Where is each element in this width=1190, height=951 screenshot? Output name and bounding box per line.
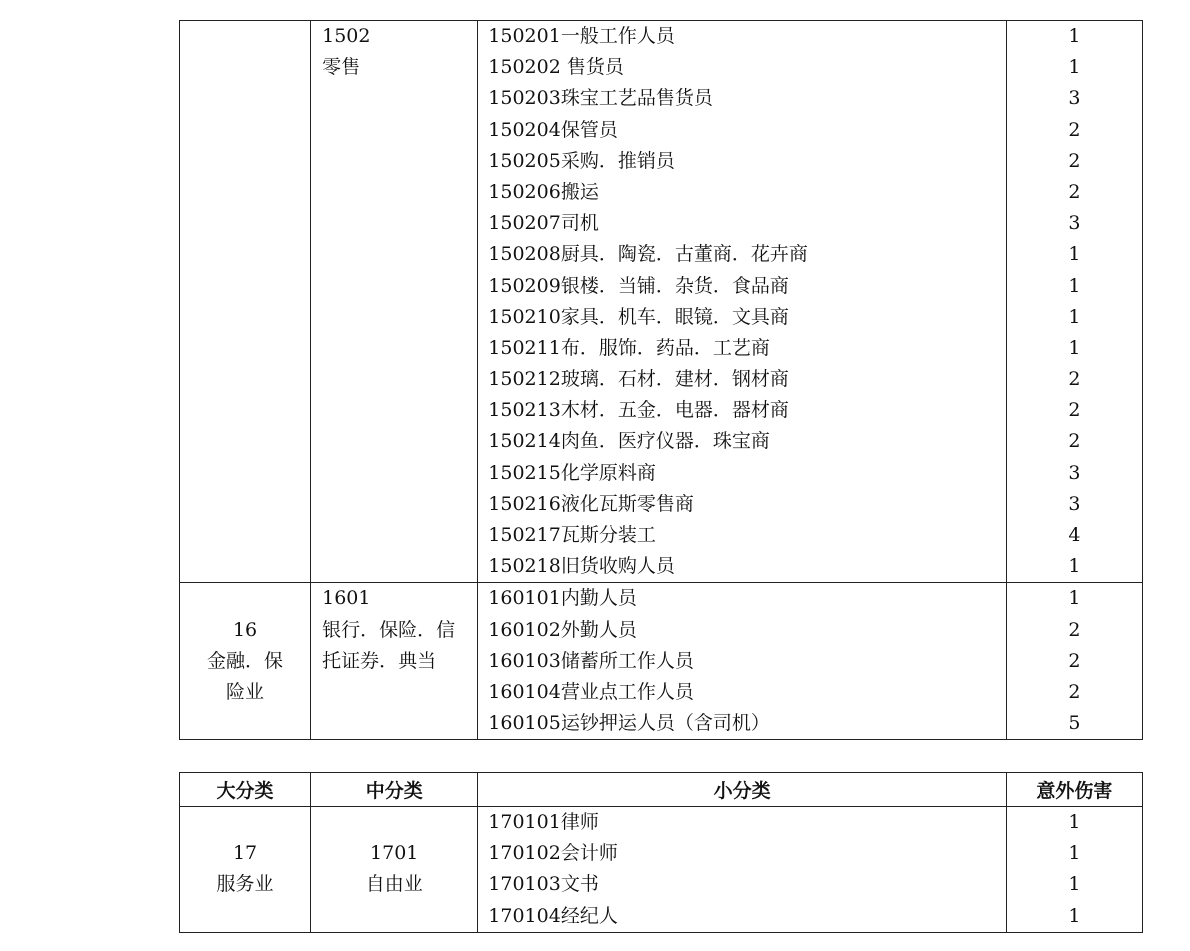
mid-category-cell [311, 583, 478, 740]
sub-category-item: 160104营业点工作人员 [488, 680, 694, 703]
risk-level: 1 [1068, 842, 1081, 865]
major-category-name: 服务业 [216, 873, 274, 896]
risk-level: 2 [1068, 149, 1081, 172]
mid-category-cell [311, 21, 478, 583]
mid-category-name: 零售 [322, 56, 361, 79]
table-header-row [180, 773, 1143, 807]
sub-category-item: 150215化学原料商 [488, 461, 656, 484]
sub-category-item: 150209银楼．当铺．杂货．食品商 [488, 274, 789, 297]
sub-category-item: 150201一般工作人员 [488, 25, 675, 47]
risk-level: 1 [1068, 56, 1081, 79]
risk-level: 2 [1068, 618, 1081, 641]
risk-level: 1 [1068, 274, 1081, 297]
risk-level: 1 [1068, 811, 1081, 833]
sub-category-item: 150206搬运 [488, 180, 599, 203]
mid-category-name: 银行．保险．信 [322, 618, 456, 641]
sub-category-item: 150216液化瓦斯零售商 [488, 492, 694, 515]
mid-category-name: 自由业 [365, 873, 423, 896]
risk-level: 2 [1068, 399, 1081, 422]
major-category-cell [180, 807, 311, 933]
sub-category-item: 150218旧货收购人员 [488, 555, 675, 578]
sub-category-item: 150214肉鱼．医疗仪器．珠宝商 [488, 430, 770, 453]
group-row-retail [180, 21, 1143, 583]
sub-category-item: 150204保管员 [488, 118, 618, 141]
header-accident-injury: 意外伤害 [1006, 773, 1142, 807]
group-row-finance [180, 583, 1143, 740]
sub-category-item: 150212玻璃．石材．建材．钢材商 [488, 368, 789, 391]
major-category-name: 险业 [226, 680, 265, 703]
risk-level: 3 [1068, 212, 1081, 235]
risk-level: 3 [1068, 87, 1081, 110]
sub-category-list [478, 583, 1007, 740]
group-row-services [180, 807, 1143, 933]
major-category-name: 金融．保 [207, 649, 284, 672]
risk-level: 1 [1068, 305, 1081, 328]
sub-category-item: 150202 售货员 [488, 56, 624, 79]
risk-level: 2 [1068, 430, 1081, 453]
sub-category-item: 150207司机 [488, 212, 599, 235]
mid-category-code: 1601 [322, 587, 371, 610]
sub-category-item: 150217瓦斯分装工 [488, 524, 656, 546]
risk-level-list [1006, 583, 1142, 740]
header-major-category: 大分类 [180, 773, 311, 807]
mid-category-code: 1701 [370, 842, 419, 865]
major-category-code: 16 [232, 618, 258, 641]
mid-category-code: 1502 [322, 25, 371, 47]
sub-category-item: 170104经纪人 [488, 904, 618, 927]
risk-level: 1 [1068, 904, 1081, 927]
header-sub-category: 小分类 [478, 773, 1007, 807]
risk-level: 2 [1068, 368, 1081, 391]
sub-category-item: 160102外勤人员 [488, 618, 637, 641]
sub-category-item: 150205采购．推销员 [488, 149, 675, 172]
occupation-table-continued [179, 20, 1143, 740]
sub-category-item: 150211布．服饰．药品．工艺商 [488, 336, 770, 359]
sub-category-item: 160101内勤人员 [488, 587, 637, 610]
risk-level: 1 [1068, 25, 1081, 47]
risk-level: 2 [1068, 680, 1081, 703]
sub-category-list [478, 21, 1007, 583]
risk-level: 5 [1068, 712, 1081, 735]
mid-category-name: 托证券．典当 [322, 649, 437, 672]
sub-category-item: 170103文书 [488, 873, 599, 896]
mid-category-cell [311, 807, 478, 933]
sub-category-list [478, 807, 1007, 933]
header-mid-category: 中分类 [311, 773, 478, 807]
sub-category-item: 160105运钞押运人员（含司机） [488, 712, 770, 735]
sub-category-item: 170102会计师 [488, 842, 618, 865]
sub-category-item: 150203珠宝工艺品售货员 [488, 87, 713, 110]
risk-level-list [1006, 807, 1142, 933]
sub-category-item: 150210家具．机车．眼镜．文具商 [488, 305, 789, 328]
risk-level: 1 [1068, 555, 1081, 578]
risk-level: 2 [1068, 649, 1081, 672]
major-category-code: 17 [232, 842, 258, 865]
risk-level: 3 [1068, 461, 1081, 484]
sub-category-item: 150208厨具．陶瓷．古董商．花卉商 [488, 243, 808, 266]
risk-level: 2 [1068, 118, 1081, 141]
risk-level: 1 [1068, 587, 1081, 610]
sub-category-item: 150213木材．五金．电器．器材商 [488, 399, 789, 422]
major-category-cell [180, 21, 311, 583]
risk-level-list [1006, 21, 1142, 583]
risk-level: 1 [1068, 873, 1081, 896]
risk-level: 2 [1068, 180, 1081, 203]
sub-category-item: 160103储蓄所工作人员 [488, 649, 694, 672]
occupation-table-services [179, 772, 1143, 933]
risk-level: 1 [1068, 243, 1081, 266]
risk-level: 3 [1068, 492, 1081, 515]
risk-level: 1 [1068, 336, 1081, 359]
major-category-cell [180, 583, 311, 740]
risk-level: 4 [1068, 524, 1081, 546]
sub-category-item: 170101律师 [488, 811, 599, 833]
